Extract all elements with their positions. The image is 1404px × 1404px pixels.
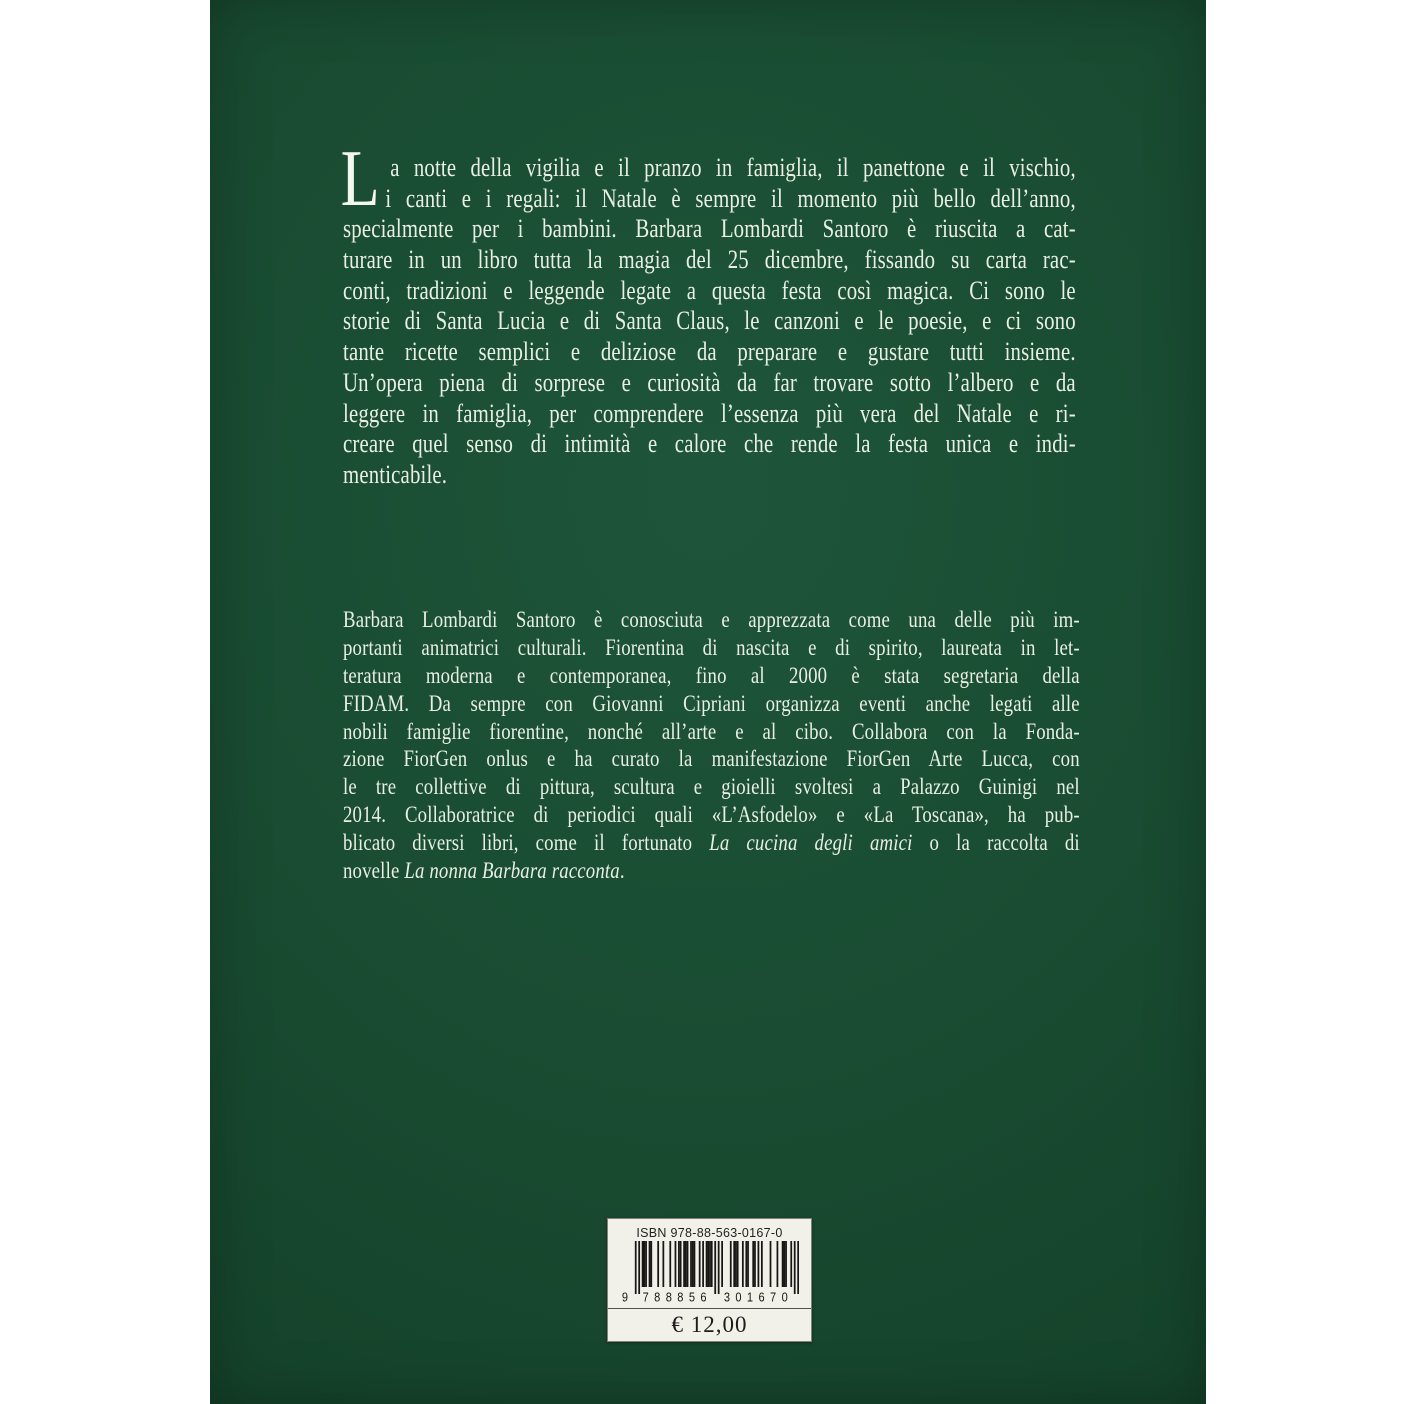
bio-line: zione FiorGen onlus e ha curato la manifestazione FiorGen Arte Lucca, con: [343, 746, 1080, 773]
bio-text: blicato diversi libri, come il fortunato: [343, 830, 710, 857]
bio-line: [343, 830, 1080, 858]
book-back-cover: [210, 0, 1206, 1404]
barcode-svg: [621, 1241, 799, 1303]
synopsis-paragraph: [340, 135, 1076, 491]
bio-line: [343, 858, 1080, 886]
price-text: € 12,00: [671, 1312, 748, 1337]
barcode-digit-left: 9: [621, 1289, 628, 1303]
synopsis-line: menticabile.: [343, 459, 448, 489]
synopsis-line: storie di Santa Lucia e di Santa Claus, le canzoni e le poesie, e ci sono: [343, 306, 1076, 336]
bio-line: portanti animatrici culturali. Fiorentina di nascita e di spirito, laureata in let-: [343, 634, 1080, 661]
bio-line: Barbara Lombardi Santoro è conosciuta e apprezzata come una delle più im-: [343, 607, 1080, 633]
isbn-text: ISBN 978-88-563-0167-0: [636, 1226, 783, 1240]
bio-line: FIDAM. Da sempre con Giovanni Cipriani organizza eventi anche legati alle: [343, 690, 1080, 717]
barcode-bars: [634, 1241, 798, 1294]
bio-line: 2014. Collaboratrice di periodici quali «L’Asfodelo» e «La Toscana», ha pub-: [343, 802, 1080, 829]
price-box: [608, 1308, 811, 1341]
synopsis-line: Un’opera piena di sorprese e curiosità da far trovare sotto l’albero e da: [343, 367, 1076, 397]
bio-text: novelle: [343, 858, 405, 885]
synopsis-line: creare quel senso di intimità e calore che rende la festa unica e indi-: [343, 429, 1076, 459]
synopsis-line: i canti e i regali: il Natale è sempre il momento più bello dell’anno,: [385, 183, 1076, 213]
barcode-digits-group2: 301670: [723, 1289, 788, 1303]
synopsis-line: a notte della vigilia e il pranzo in famiglia, il panettone e il vischio,: [390, 153, 1076, 182]
synopsis-line: specialmente per i bambini. Barbara Lombardi Santoro è riuscita a cat-: [343, 214, 1076, 244]
bio-text: o la raccolta di: [912, 830, 1080, 857]
synopsis-line: conti, tradizioni e leggende legate a questa festa così magica. Ci sono le: [343, 275, 1076, 305]
drop-cap: L: [340, 135, 380, 223]
synopsis-line: leggere in famiglia, per comprendere l’essenza più vera del Natale e ri-: [343, 398, 1076, 428]
synopsis-line: tante ricette semplici e deliziose da preparare e gustare tutti insieme.: [343, 337, 1076, 367]
bio-paragraph: [343, 607, 1080, 886]
bio-line: le tre collettive di pittura, scultura e gioielli svoltesi a Palazzo Guinigi nel: [343, 774, 1080, 801]
book-title-italic: La nonna Barbara racconta: [404, 858, 620, 885]
bio-line: teratura moderna e contemporanea, fino al 2000 è stata segretaria della: [343, 662, 1080, 689]
synopsis-line: turare in un libro tutta la magia del 25 dicembre, fissando su carta rac-: [343, 245, 1076, 275]
barcode-label: [607, 1218, 812, 1342]
book-title-italic: La cucina degli amici: [709, 830, 913, 857]
barcode-digits-group1: 788856: [642, 1289, 707, 1303]
bio-line: nobili famiglie fiorentine, nonché all’arte e al cibo. Collabora con la Fonda-: [343, 718, 1080, 745]
bio-text: .: [619, 858, 625, 885]
